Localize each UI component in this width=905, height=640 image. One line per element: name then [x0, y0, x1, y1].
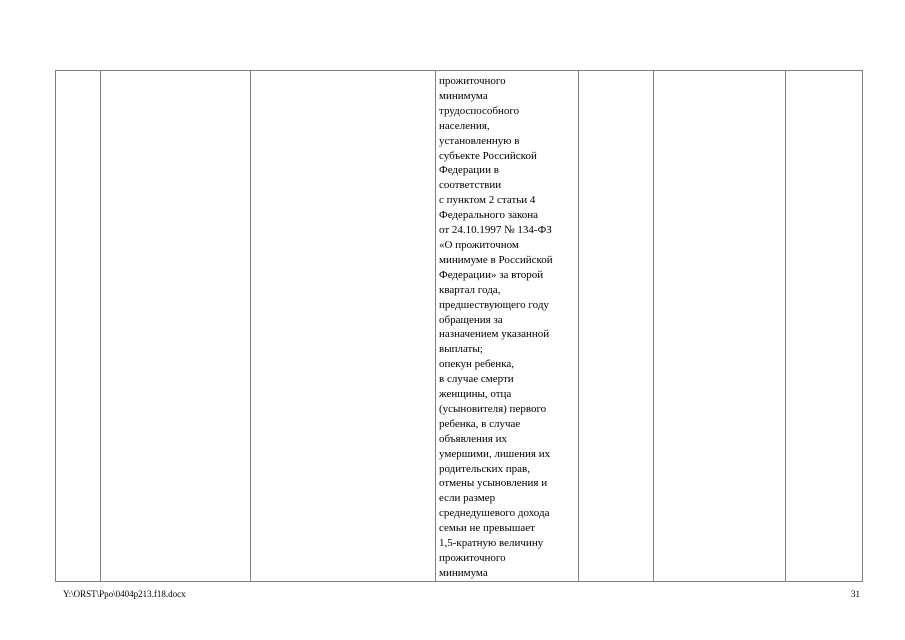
table-cell-col-1 — [56, 71, 101, 582]
footer-file-path: Y:\ORST\Ppo\0404p213.f18.docx — [63, 589, 186, 599]
document-table — [55, 70, 863, 582]
table-cell-col-3 — [251, 71, 436, 582]
table-cell-col-4 — [436, 71, 579, 582]
table-cell-col-5 — [579, 71, 654, 582]
footer-page-number: 31 — [851, 589, 860, 599]
table-cell-col-6 — [654, 71, 786, 582]
table-row — [56, 71, 863, 582]
cell-text-conditions: прожиточного минимума трудоспособного населения, установленную в субъекте Российской Федерации в соответствии с пунктом 2 статьи 4 Федерального закона от 24.10.1997 № 134-ФЗ «О прожиточном минимуме в Российской Федерации» за второй квартал года, предшествующего году обращения за назначением указанной выплаты; опекун ребенка, в случае смерти женщины, отца (усыновителя) первого ребенка, в случае объявления их умершими, лишения их родительских прав, отмены усыновления и если размер среднедушевого дохода семьи не превышает 1,5-кратную величину прожиточного минимума — [439, 75, 553, 579]
table-cell-col-2 — [101, 71, 251, 582]
table-cell-col-7 — [786, 71, 863, 582]
